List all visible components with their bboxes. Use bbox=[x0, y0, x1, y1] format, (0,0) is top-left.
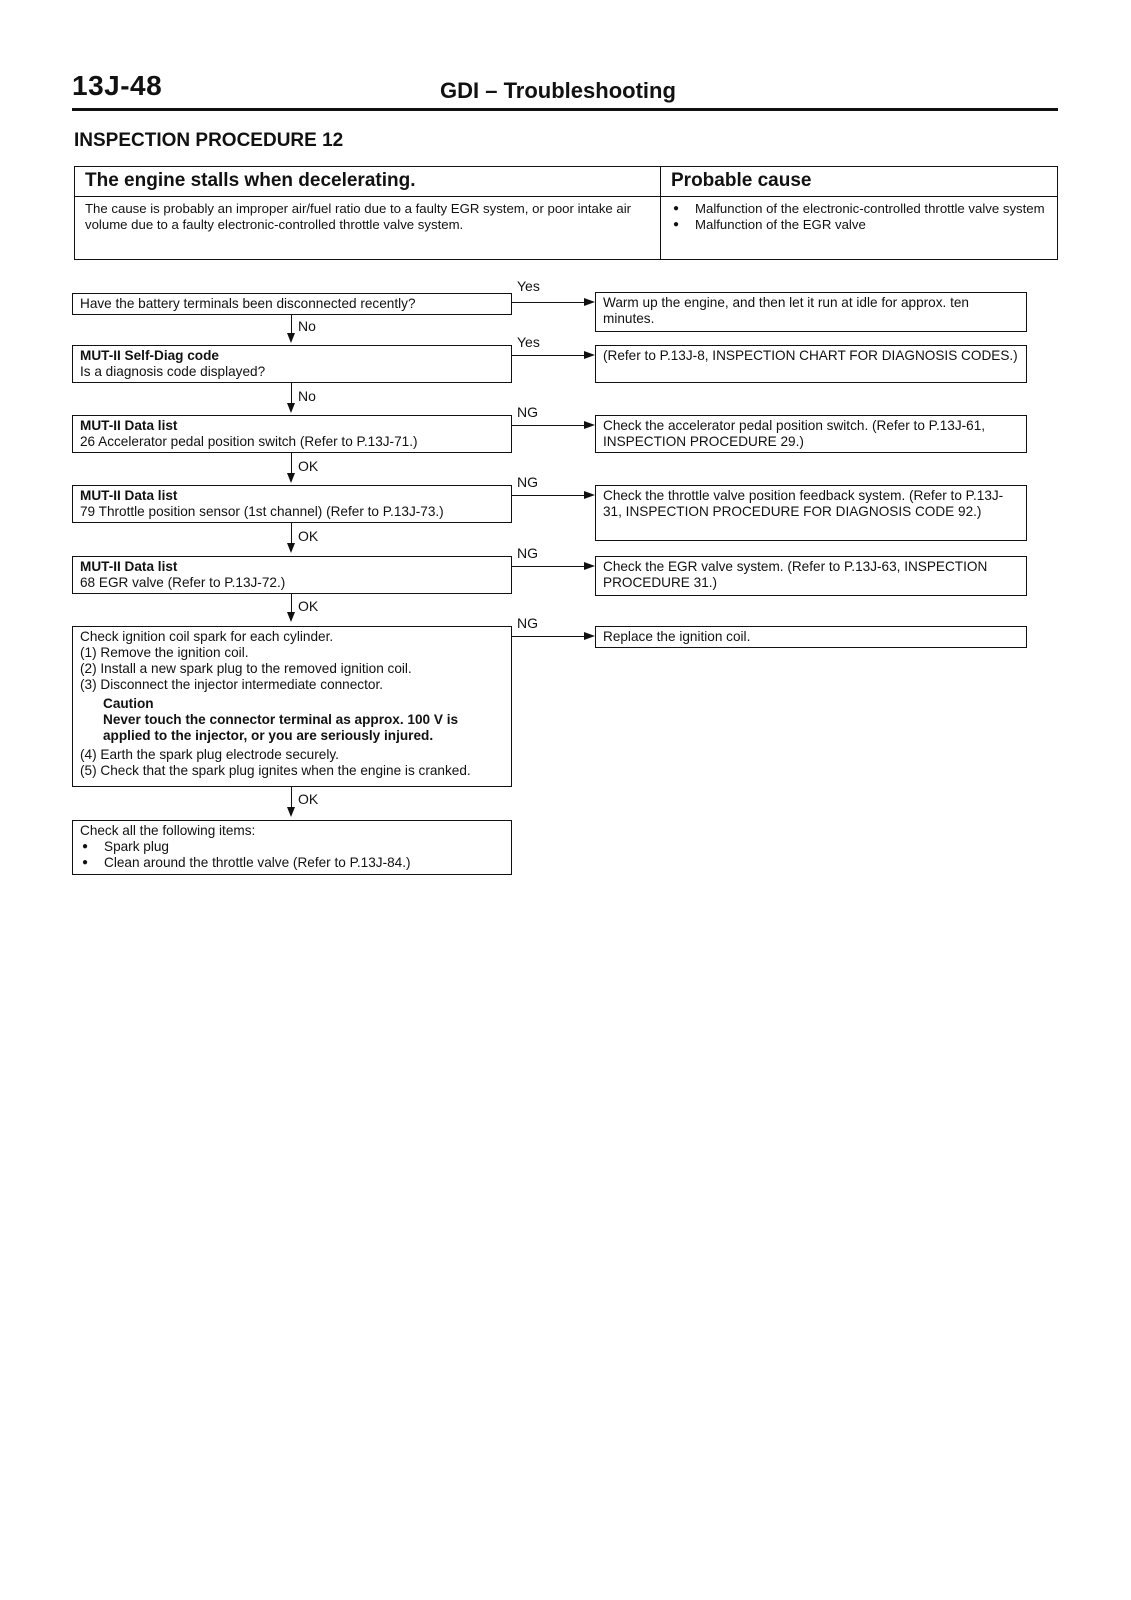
step5-ok-line bbox=[291, 594, 292, 614]
step4-ng-label: NG bbox=[517, 474, 538, 490]
caution-text: Never touch the connector terminal as approx. 100 V is applied to the injector, or you are seriously injured. bbox=[103, 712, 459, 743]
step1-result-box bbox=[595, 292, 1027, 332]
arrow-right-icon bbox=[584, 562, 595, 570]
step5-result-text: Check the EGR valve system. (Refer to P.13J-63, INSPECTION PROCEDURE 31.) bbox=[603, 559, 988, 590]
step4-title: MUT-II Data list bbox=[80, 488, 178, 503]
step7-intro: Check all the following items: bbox=[80, 823, 256, 838]
step6-result-box bbox=[595, 626, 1027, 648]
step4-result-box bbox=[595, 485, 1027, 541]
step4-ng-line bbox=[512, 495, 585, 496]
step6-item: (5) Check that the spark plug ignites when the engine is cranked. bbox=[80, 763, 471, 778]
step2-no-line bbox=[291, 383, 292, 405]
step1-no-label: No bbox=[298, 318, 316, 334]
step7-item: ● Spark plug bbox=[80, 839, 504, 855]
header-rule bbox=[72, 108, 1058, 111]
cause-column bbox=[661, 167, 1057, 259]
page-number: 13J-48 bbox=[72, 70, 163, 101]
arrow-down-icon bbox=[287, 543, 295, 553]
arrow-right-icon bbox=[584, 298, 595, 306]
step4-ok-label: OK bbox=[298, 528, 319, 544]
arrow-right-icon bbox=[584, 421, 595, 429]
step3-ng-line bbox=[512, 425, 585, 426]
step4-box bbox=[72, 485, 512, 523]
step6-item: (1) Remove the ignition coil. bbox=[80, 645, 249, 660]
caution-block bbox=[80, 696, 504, 744]
step6-intro: Check ignition coil spark for each cylinder. bbox=[80, 629, 334, 644]
step2-yes-line bbox=[512, 355, 585, 356]
step1-yes-label: Yes bbox=[517, 278, 540, 294]
arrow-right-icon bbox=[584, 351, 595, 359]
step3-title: MUT-II Data list bbox=[80, 418, 178, 433]
step1-yes-line bbox=[512, 302, 585, 303]
step7-item: ● Clean around the throttle valve (Refer to P.13J-84.) bbox=[80, 855, 504, 871]
step3-ng-label: NG bbox=[517, 404, 538, 420]
arrow-right-icon bbox=[584, 632, 595, 640]
step6-item: (4) Earth the spark plug electrode securely. bbox=[80, 747, 339, 762]
step2-result-box bbox=[595, 345, 1027, 383]
step3-result-text: Check the accelerator pedal position switch. (Refer to P.13J-61, INSPECTION PROCEDURE 29.) bbox=[603, 418, 986, 449]
step4-result-text: Check the throttle valve position feedback system. (Refer to P.13J-31, INSPECTION PROCEDURE FOR DIAGNOSIS CODE 92.) bbox=[603, 488, 1004, 519]
step5-ng-label: NG bbox=[517, 545, 538, 561]
step3-result-box bbox=[595, 415, 1027, 453]
caution-title: Caution bbox=[103, 696, 154, 711]
step5-title: MUT-II Data list bbox=[80, 559, 178, 574]
cause-list bbox=[671, 201, 1047, 233]
symptom-column bbox=[75, 167, 661, 259]
step1-result-text: Warm up the engine, and then let it run at idle for approx. ten minutes. bbox=[603, 295, 969, 326]
step1-text: Have the battery terminals been disconnected recently? bbox=[80, 296, 416, 311]
symptom-text: The cause is probably an improper air/fuel ratio due to a faulty EGR system, or poor intake air volume due to a faulty electronic-controlled throttle valve system. bbox=[85, 201, 632, 232]
step2-no-label: No bbox=[298, 388, 316, 404]
step2-box bbox=[72, 345, 512, 383]
arrow-down-icon bbox=[287, 333, 295, 343]
arrow-down-icon bbox=[287, 612, 295, 622]
step3-text: 26 Accelerator pedal position switch (Refer to P.13J-71.) bbox=[80, 434, 418, 449]
step3-ok-label: OK bbox=[298, 458, 319, 474]
arrow-down-icon bbox=[287, 403, 295, 413]
step6-ok-line bbox=[291, 787, 292, 809]
step6-result-text: Replace the ignition coil. bbox=[603, 629, 751, 644]
step2-text: Is a diagnosis code displayed? bbox=[80, 364, 266, 379]
step7-box bbox=[72, 820, 512, 875]
cause-header: Probable cause bbox=[661, 167, 1057, 197]
step1-no-line bbox=[291, 315, 292, 335]
step2-result-text: (Refer to P.13J-8, INSPECTION CHART FOR DIAGNOSIS CODES.) bbox=[603, 348, 1018, 363]
arrow-right-icon bbox=[584, 491, 595, 499]
step4-ok-line bbox=[291, 523, 292, 545]
info-table bbox=[74, 166, 1058, 260]
section-title: INSPECTION PROCEDURE 12 bbox=[74, 130, 344, 151]
step6-ok-label: OK bbox=[298, 791, 319, 807]
step5-box bbox=[72, 556, 512, 594]
step2-title: MUT-II Self-Diag code bbox=[80, 348, 219, 363]
step5-ng-line bbox=[512, 566, 585, 567]
arrow-down-icon bbox=[287, 473, 295, 483]
cause-list-wrap bbox=[661, 197, 1057, 237]
step6-item: (2) Install a new spark plug to the removed ignition coil. bbox=[80, 661, 412, 676]
cause-item: ● Malfunction of the electronic-controlled throttle valve system bbox=[671, 201, 1047, 217]
step6-ng-label: NG bbox=[517, 615, 538, 631]
step5-ok-label: OK bbox=[298, 598, 319, 614]
page-title: GDI – Troubleshooting bbox=[440, 78, 676, 103]
step2-yes-label: Yes bbox=[517, 334, 540, 350]
step5-result-box bbox=[595, 556, 1027, 596]
step6-item: (3) Disconnect the injector intermediate connector. bbox=[80, 677, 383, 692]
step6-box bbox=[72, 626, 512, 787]
step3-box bbox=[72, 415, 512, 453]
arrow-down-icon bbox=[287, 807, 295, 817]
step4-text: 79 Throttle position sensor (1st channel) (Refer to P.13J-73.) bbox=[80, 504, 444, 519]
step6-ng-line bbox=[512, 636, 585, 637]
step3-ok-line bbox=[291, 453, 292, 475]
step1-box bbox=[72, 293, 512, 315]
symptom-header: The engine stalls when decelerating. bbox=[75, 167, 660, 197]
step5-text: 68 EGR valve (Refer to P.13J-72.) bbox=[80, 575, 286, 590]
cause-item: ● Malfunction of the EGR valve bbox=[671, 217, 1047, 233]
